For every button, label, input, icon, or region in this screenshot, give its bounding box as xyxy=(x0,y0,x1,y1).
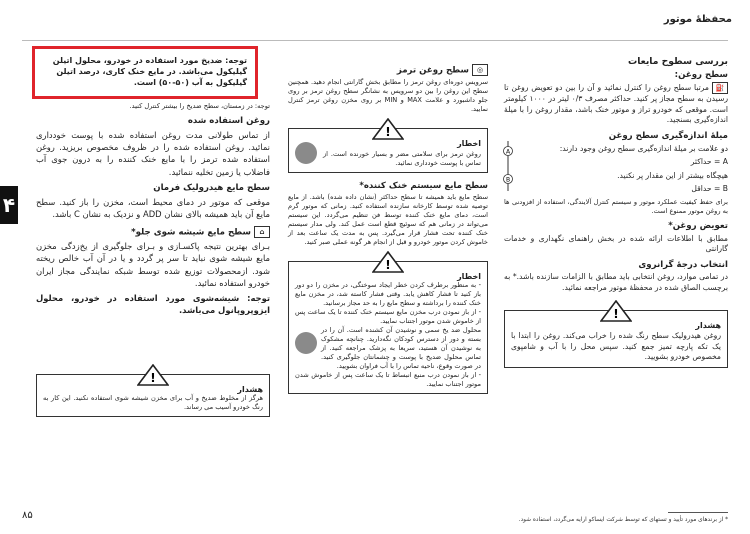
svg-text:!: ! xyxy=(150,371,156,386)
used-oil-heading: روغن استفاده شده xyxy=(187,116,270,126)
svg-text:!: ! xyxy=(385,258,391,273)
chapter-tab: ۴ xyxy=(0,186,18,224)
page-header-title: محفظهٔ موتور xyxy=(663,14,732,25)
viscosity-heading: انتخاب درجهٔ گرانروی xyxy=(638,259,728,270)
used-oil-text: از تماس طولانی مدت روغن استفاده شده با پوست خودداری نمائید. روغن استفاده شده را در ظروف مخصوص بریزید. روغن استفاده شده ترمز را با مایع خنک کننده را به درون جوی آب فاضلاب یا زمین تخلیه ننمائید. xyxy=(36,129,270,177)
washer-icon: ⌂ xyxy=(254,226,270,238)
danger-item-1: - به منظور برطرف کردن خطر ایجاد سوختگی، در مخزن را دو دور باز کنید تا فشار کاهش یابد. وقتی فشار کاسته شد، در مخزن مایع خنک کننده را برداشته و سطح مایع را به حد مجاز برسانید. xyxy=(295,281,481,308)
subheading-oil-level: سطح روغن: xyxy=(674,69,728,80)
steering-fluid-text: موقعی که موتور در دمای محیط است، مخزن را باز کنید. سطح مایع آن باید همیشه بالای نشان ADD و نزدیک به نشان C باشد. xyxy=(36,196,270,220)
oil-change-heading: تعویض روغن* xyxy=(668,220,728,231)
dipstick-block xyxy=(504,131,728,195)
danger-title: اخطار xyxy=(457,139,481,149)
danger-box-coolant xyxy=(288,258,488,394)
footnote-divider xyxy=(668,512,728,513)
danger-item-3: محلول ضد یخ سمی و نوشیدن آن کشنده است. آن را در بسته و دور از دسترس کودکان نگه‌دارید. چنانچه مشکوک به نوشیدن آن هستید، سریعا به پزشک مراجعه کنید. از تماس محلول ضدیخ با پوست و چشمانتان جلوگیری کنید. در صورت وقوع، ناحیه تماس را با آب فراوان بشویید. xyxy=(321,326,481,371)
dipstick-heading: میلهٔ اندازه‌گیری سطح روغن xyxy=(608,130,728,141)
environment-leaf-icon xyxy=(295,332,317,354)
column-middle xyxy=(288,54,488,394)
dipstick-line1: دو علامت بر میلهٔ اندازه‌گیری سطح روغن وجود دارند: xyxy=(559,143,728,153)
column-left xyxy=(36,104,270,417)
warning-triangle-icon xyxy=(600,300,632,322)
warning-box-paint xyxy=(504,306,728,368)
section-heading-fluid-levels: بررسی سطوح مایعات xyxy=(627,56,728,67)
washer-fluid-heading: ⌂سطح مایع شیشه شوی جلو* xyxy=(36,226,270,238)
brake-fluid-heading: ◎سطح روغن ترمز xyxy=(288,64,488,76)
oil-change-text: مطابق با اطلاعات ارائه شده در بخش راهنمای نگهداری و خدمات گارانتی xyxy=(504,233,728,254)
dipstick-a: A = حداکثر xyxy=(690,157,728,167)
dipstick-b: B = حداقل xyxy=(691,184,728,194)
danger-item-4: - از باز نمودن درب منبع انبساط تا یک ساعت پس از خاموش شدن موتور اجتناب نمایید. xyxy=(295,371,481,389)
warning-title: هشدار xyxy=(695,320,721,330)
page-number: ۸۵ xyxy=(22,510,33,521)
danger-box-brake xyxy=(288,125,488,173)
viscosity-text: در تمامی موارد، روغن انتخابی باید مطابق با الزامات سازنده باشد.* به برچسب الصاق شده در محفظهٔ موتور مراجعه نمائید. xyxy=(504,272,728,292)
warning-triangle-icon xyxy=(137,364,169,386)
highlighted-antifreeze-note: توجه: ضدیخ مورد استفاده در خودرو، محلول اتیلن گیلیکول می‌باشد. در مایع خنک کاری، درصد اتیلن گیلیکول به آب (۵۰-۵۰) است. xyxy=(32,46,258,99)
partially-hidden-line: توجه: در زمستان، سطح ضدیخ را بیشتر کنترل کنید. xyxy=(129,102,270,110)
coolant-text: سطح مایع باید همیشه تا سطح حداکثر (نشان داده‌ شده) باشد. از مایع توصیه شده توسط کارخانه سازنده استفاده کنید. زمانی که موتور گرم است، دمای مایع خنک کننده توسط فن تنظیم می‌گردد. این سیستم می‌تواند در زمانی هم که سوئیچ قطع است عمل کند. ولی مدار سیستم خنک کننده تحت فشار قرار می‌گیرد. پس به مدت یک ساعت بعد از خاموش کردن موتور خودرو و قبل از انجام هر گونه عملی صبر کنید. xyxy=(288,193,488,247)
warning-title: هشدار xyxy=(237,385,263,395)
svg-text:!: ! xyxy=(385,125,391,140)
header-divider xyxy=(22,40,728,41)
environment-leaf-icon xyxy=(295,142,317,164)
additive-warning-text: برای حفظ کیفیت عملکرد موتور و سیستم کنترل آلایندگی، استفاده از افزودنی ها به روغن موتور ممنوع است. xyxy=(504,197,728,215)
warning-box-washer xyxy=(36,371,270,417)
warning-triangle-icon xyxy=(372,118,404,140)
oil-can-icon: ⛽ xyxy=(712,82,728,94)
danger-text: روغن ترمز برای سلامتی مضر و بسیار خورنده است. از تماس با پوست خودداری نمائید. xyxy=(323,149,481,167)
washer-fluid-text: بـرای بهترین نتیجه پاکسـازی و بـرای جلوگیری از یخ‌زدگی مخزن مایع شیشه شوی نباید تا سر پر گردد و یا در آن آب خالص ریخته شود. ازمحصولات توزیع شده توسط شبکه نمایندگی مجاز ایران خودرو استفاده نمائید. xyxy=(36,240,270,288)
oil-level-text: ⛽مرتبا سطح روغن را کنترل نمائید و آن را بین دو تعویض روغن تا رسیدن به سطح مجاز پر کنید. حداکثر مصرف ۰/۳ لیتر در ۱۰۰۰ کیلومتر است. موقعی که خودرو تراز و موتور خنک باشد، مقدار روغن را با میلهٔ اندازه‌گیری بسنجید. xyxy=(504,83,728,125)
dipstick-line2: هیچگاه بیشتر از این مقدار پر نکنید. xyxy=(617,170,728,180)
coolant-heading: سطح مایع سیستم خنک کننده* xyxy=(359,180,488,191)
warning-triangle-icon xyxy=(372,251,404,273)
column-right xyxy=(504,54,728,368)
dipstick-icon xyxy=(500,141,516,191)
danger-item-2: - از باز نمودن درب مخزن مایع سیستم خنک کننده تا یک ساعت پس از خاموش شدن موتور اجتناب نمایید. xyxy=(295,308,481,326)
washer-note: توجه: شیشه‌شوی مورد استفاده در خودرو، محلول ایزوپروپانول می‌باشد. xyxy=(36,293,270,316)
svg-text:B: B xyxy=(505,176,511,184)
svg-text:A: A xyxy=(505,148,511,156)
warning-text: هرگز از مخلوط ضدیخ و آب برای مخزن شیشه شوی استفاده نکنید. این کار به رنگ خودرو آسیب می‌ رساند. xyxy=(43,394,263,412)
brake-icon: ◎ xyxy=(472,64,488,76)
steering-fluid-heading: سطح مایع هیدرولیک فرمان xyxy=(153,183,270,194)
svg-text:!: ! xyxy=(613,306,619,321)
brake-fluid-text: سرویس دوره‌ای روغن ترمز را مطابق بخش گارانتی انجام دهید. همچنین سطح این روغن را بین دو سرویس به نشانگر سطح روغن ترمز بر روی جلو داشبورد و علامت MAX و MIN بر روی مخزن روغن ترمز کنترل نمایید. xyxy=(288,78,488,114)
danger-title: اخطار xyxy=(457,272,481,282)
footnote: * از برندهای مورد تأیید و تستهای که توسط شرکت ایساکو ارایه می‌گردد، استفاده شود. xyxy=(518,517,728,523)
warning-text: روغن هیدرولیک سطح رنگ شده را خراب می‌کند. روغن را ابتدا با یک تکه پارچه تمیز جمع کنید. سپس محل را با آب و شامپوی مخصوص خودرو بشویید. xyxy=(511,331,721,362)
